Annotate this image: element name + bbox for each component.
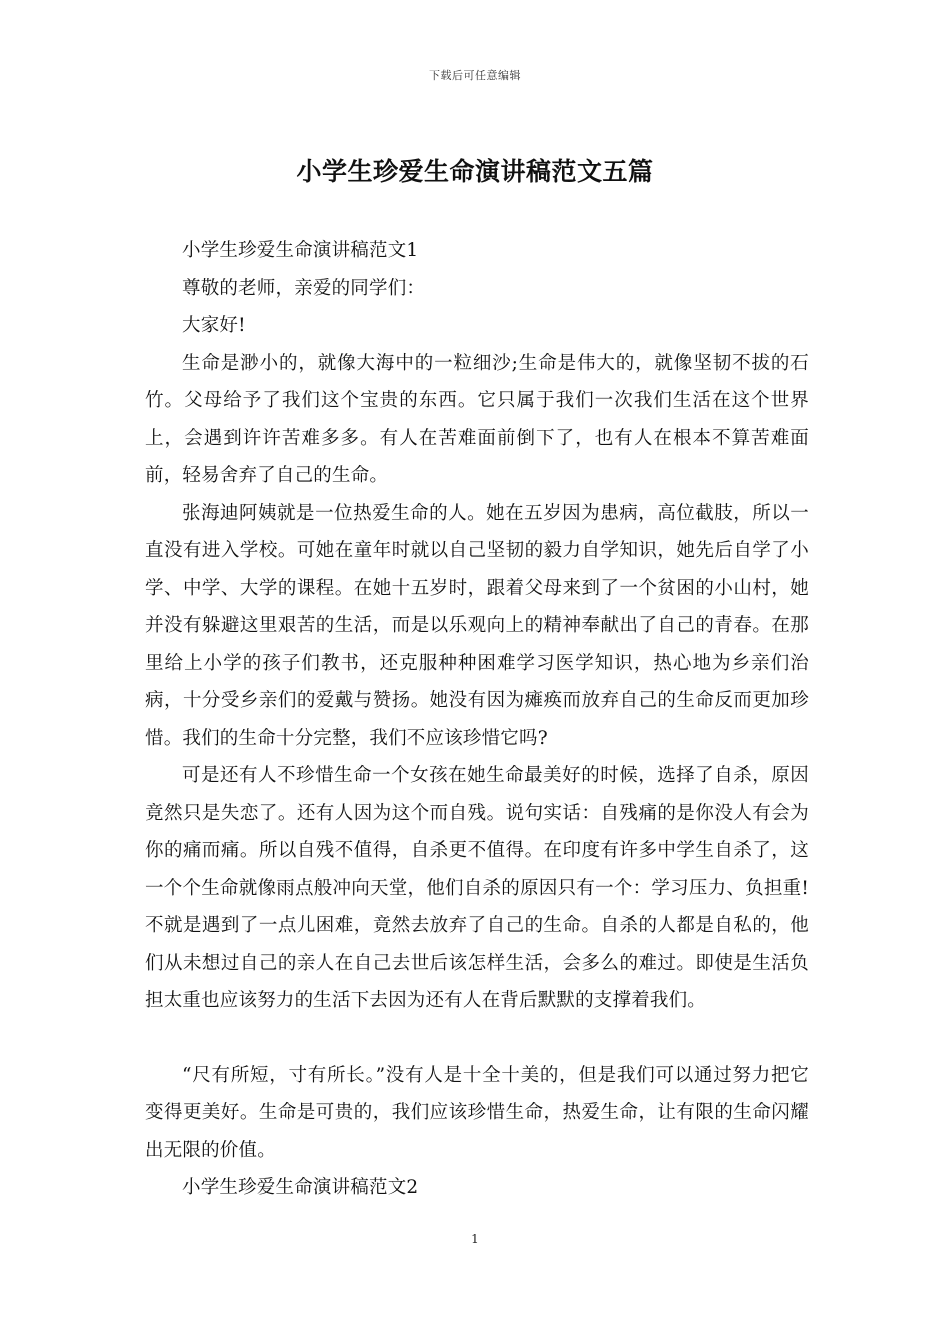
body-paragraph: 张海迪阿姨就是一位热爱生命的人。她在五岁因为患病，高位截肢，所以一直没有进入学校。可她在童年时就以自己坚韧的毅力自学知识，她先后自学了小学、中学、大学的课程。在她十五岁时，跟着父母来到了一个贫困的小山村，她并没有躲避这里艰苦的生活，而是以乐观向上的精神奉献出了自己的青春。在那里给上小学的孩子们教书，还克服种种困难学习医学知识，热心地为乡亲们治病，十分受乡亲们的爱戴与赞扬。她没有因为瘫痪而放弃自己的生命反而更加珍惜。我们的生命十分完整，我们不应该珍惜它吗? <box>145 502 809 749</box>
document-body <box>145 232 809 1207</box>
body-paragraph: “尺有所短，寸有所长。”没有人是十全十美的，但是我们可以通过努力把它变得更美好。生命是可贵的，我们应该珍惜生命，热爱生命，让有限的生命闪耀出无限的价值。 <box>145 1064 809 1161</box>
document-title: 小学生珍爱生命演讲稿范文五篇 <box>296 157 654 186</box>
section-heading-1: 小学生珍爱生命演讲稿范文1 <box>182 240 419 261</box>
greeting: 大家好! <box>182 315 246 336</box>
header-note: 下载后可任意编辑 <box>429 69 521 82</box>
body-paragraph: 可是还有人不珍惜生命一个女孩在她生命最美好的时候，选择了自杀，原因竟然只是失恋了。还有人因为这个而自残。说句实话：自残痛的是你没人有会为你的痛而痛。所以自残不值得，自杀更不值得。在印度有许多中学生自杀了，这一个个生命就像雨点般冲向天堂，他们自杀的原因只有一个：学习压力、负担重!不就是遇到了一点儿困难，竟然去放弃了自己的生命。自杀的人都是自私的，他们从未想过自己的亲人在自己去世后该怎样生活，会多么的难过。即使是生活负担太重也应该努力的生活下去因为还有人在背后默默的支撑着我们。 <box>145 765 809 1011</box>
section-heading-2: 小学生珍爱生命演讲稿范文2 <box>182 1177 419 1198</box>
salutation: 尊敬的老师，亲爱的同学们： <box>182 277 426 299</box>
page-number: 1 <box>471 1232 479 1246</box>
body-paragraph: 生命是渺小的，就像大海中的一粒细沙;生命是伟大的，就像坚韧不拔的石竹。父母给予了我们这个宝贵的东西。它只属于我们一次我们生活在这个世界上，会遇到许许苦难多多。有人在苦难面前倒下了，也有人在根本不算苦难面前，轻易舍弃了自己的生命。 <box>145 352 809 486</box>
